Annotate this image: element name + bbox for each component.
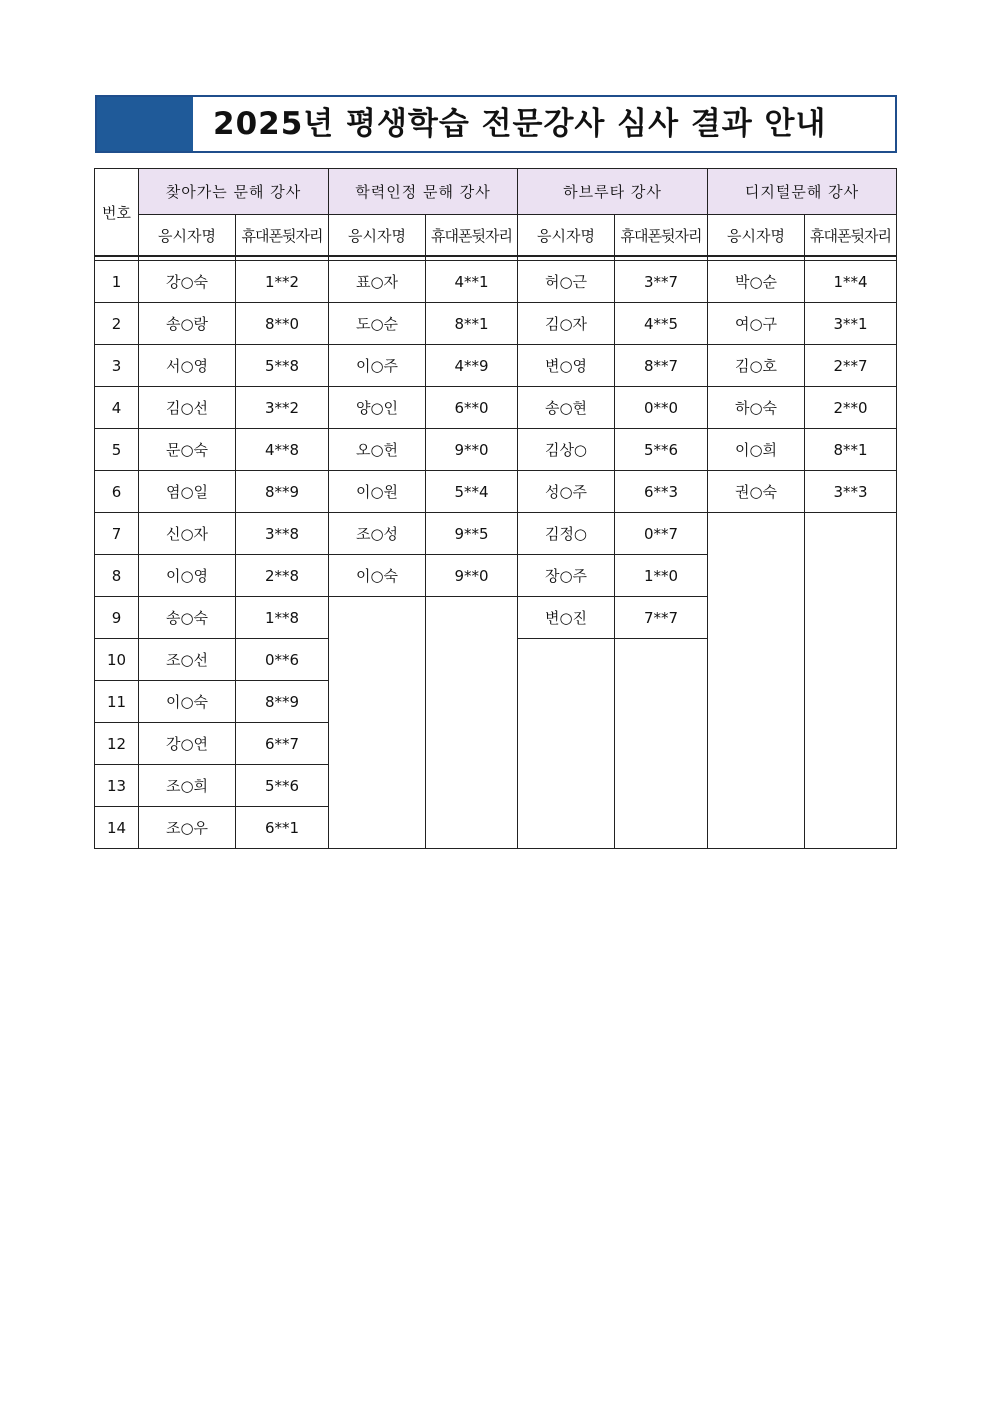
name-column-header: 응시자명: [708, 215, 805, 257]
applicant-name: 조○우: [139, 807, 236, 849]
applicant-name: 성○주: [518, 471, 615, 513]
applicant-name: 강○연: [139, 723, 236, 765]
phone-last-digits: 2**0: [805, 387, 897, 429]
phone-last-digits: 8**0: [236, 303, 329, 345]
phone-last-digits: 8**1: [805, 429, 897, 471]
phone-last-digits: 8**9: [236, 471, 329, 513]
table-row: [95, 387, 897, 429]
row-number: 5: [95, 429, 139, 471]
applicant-name: 조○선: [139, 639, 236, 681]
table-row: [95, 429, 897, 471]
title-banner: [95, 95, 897, 153]
phone-last-digits: 4**5: [615, 303, 708, 345]
phone-last-digits: 3**3: [805, 471, 897, 513]
phone-last-digits: 8**1: [426, 303, 518, 345]
applicant-name: 이○숙: [139, 681, 236, 723]
phone-last-digits: 4**8: [236, 429, 329, 471]
phone-column-header: 휴대폰뒷자리: [805, 215, 897, 257]
group-header-havruta: 하브루타 강사: [518, 169, 708, 215]
phone-last-digits: 7**7: [615, 597, 708, 639]
row-number: 14: [95, 807, 139, 849]
phone-last-digits: 0**7: [615, 513, 708, 555]
row-number: 13: [95, 765, 139, 807]
row-number: 2: [95, 303, 139, 345]
applicant-name: 김정○: [518, 513, 615, 555]
name-column-header: 응시자명: [518, 215, 615, 257]
row-number: 10: [95, 639, 139, 681]
title-accent-block: [97, 97, 193, 151]
table-row: [95, 471, 897, 513]
empty-cell: [329, 597, 426, 849]
row-number: 12: [95, 723, 139, 765]
row-number: 11: [95, 681, 139, 723]
applicant-name: 이○주: [329, 345, 426, 387]
row-number: 9: [95, 597, 139, 639]
applicant-name: 권○숙: [708, 471, 805, 513]
phone-last-digits: 1**4: [805, 261, 897, 303]
phone-last-digits: 8**9: [236, 681, 329, 723]
page-title: 2025년 평생학습 전문강사 심사 결과 안내: [213, 106, 827, 142]
applicant-name: 신○자: [139, 513, 236, 555]
applicant-name: 김○선: [139, 387, 236, 429]
phone-last-digits: 3**1: [805, 303, 897, 345]
phone-last-digits: 5**8: [236, 345, 329, 387]
empty-cell: [615, 639, 708, 849]
phone-last-digits: 3**7: [615, 261, 708, 303]
applicant-name: 서○영: [139, 345, 236, 387]
applicant-name: 여○구: [708, 303, 805, 345]
row-number: 3: [95, 345, 139, 387]
applicant-name: 김○자: [518, 303, 615, 345]
phone-last-digits: 0**0: [615, 387, 708, 429]
table-row: [95, 513, 897, 555]
table-row: [95, 345, 897, 387]
applicant-name: 이○원: [329, 471, 426, 513]
phone-last-digits: 4**9: [426, 345, 518, 387]
applicant-name: 조○성: [329, 513, 426, 555]
applicant-name: 조○희: [139, 765, 236, 807]
phone-last-digits: 3**8: [236, 513, 329, 555]
group-header-accredited-literacy: 학력인정 문해 강사: [329, 169, 518, 215]
table-row: [95, 261, 897, 303]
row-number: 1: [95, 261, 139, 303]
applicant-name: 염○일: [139, 471, 236, 513]
phone-column-header: 휴대폰뒷자리: [615, 215, 708, 257]
applicant-name: 이○희: [708, 429, 805, 471]
empty-cell: [426, 597, 518, 849]
name-column-header: 응시자명: [139, 215, 236, 257]
phone-last-digits: 1**8: [236, 597, 329, 639]
applicant-name: 변○영: [518, 345, 615, 387]
table-row: [95, 303, 897, 345]
phone-last-digits: 2**7: [805, 345, 897, 387]
applicant-name: 오○헌: [329, 429, 426, 471]
phone-last-digits: 6**0: [426, 387, 518, 429]
name-column-header: 응시자명: [329, 215, 426, 257]
results-table: [94, 168, 897, 849]
row-number: 7: [95, 513, 139, 555]
phone-last-digits: 5**6: [615, 429, 708, 471]
phone-column-header: 휴대폰뒷자리: [426, 215, 518, 257]
group-header-digital-literacy: 디지털문해 강사: [708, 169, 897, 215]
phone-last-digits: 9**0: [426, 429, 518, 471]
phone-last-digits: 9**0: [426, 555, 518, 597]
phone-last-digits: 2**8: [236, 555, 329, 597]
phone-last-digits: 1**2: [236, 261, 329, 303]
applicant-name: 김상○: [518, 429, 615, 471]
phone-last-digits: 6**7: [236, 723, 329, 765]
phone-last-digits: 4**1: [426, 261, 518, 303]
row-number: 4: [95, 387, 139, 429]
applicant-name: 송○현: [518, 387, 615, 429]
applicant-name: 양○인: [329, 387, 426, 429]
phone-last-digits: 1**0: [615, 555, 708, 597]
phone-last-digits: 3**2: [236, 387, 329, 429]
row-number: 6: [95, 471, 139, 513]
phone-last-digits: 5**6: [236, 765, 329, 807]
applicant-name: 장○주: [518, 555, 615, 597]
applicant-name: 이○숙: [329, 555, 426, 597]
phone-last-digits: 0**6: [236, 639, 329, 681]
applicant-name: 표○자: [329, 261, 426, 303]
applicant-name: 송○랑: [139, 303, 236, 345]
applicant-name: 도○순: [329, 303, 426, 345]
empty-cell: [805, 513, 897, 849]
applicant-name: 변○진: [518, 597, 615, 639]
phone-last-digits: 6**1: [236, 807, 329, 849]
applicant-name: 송○숙: [139, 597, 236, 639]
phone-column-header: 휴대폰뒷자리: [236, 215, 329, 257]
phone-last-digits: 5**4: [426, 471, 518, 513]
phone-last-digits: 8**7: [615, 345, 708, 387]
phone-last-digits: 6**3: [615, 471, 708, 513]
phone-last-digits: 9**5: [426, 513, 518, 555]
applicant-name: 문○숙: [139, 429, 236, 471]
row-number: 8: [95, 555, 139, 597]
empty-cell: [708, 513, 805, 849]
applicant-name: 하○숙: [708, 387, 805, 429]
applicant-name: 이○영: [139, 555, 236, 597]
applicant-name: 김○호: [708, 345, 805, 387]
number-header: 번호: [95, 169, 139, 257]
applicant-name: 강○숙: [139, 261, 236, 303]
empty-cell: [518, 639, 615, 849]
group-header-visiting-literacy: 찾아가는 문해 강사: [139, 169, 329, 215]
applicant-name: 허○근: [518, 261, 615, 303]
applicant-name: 박○순: [708, 261, 805, 303]
